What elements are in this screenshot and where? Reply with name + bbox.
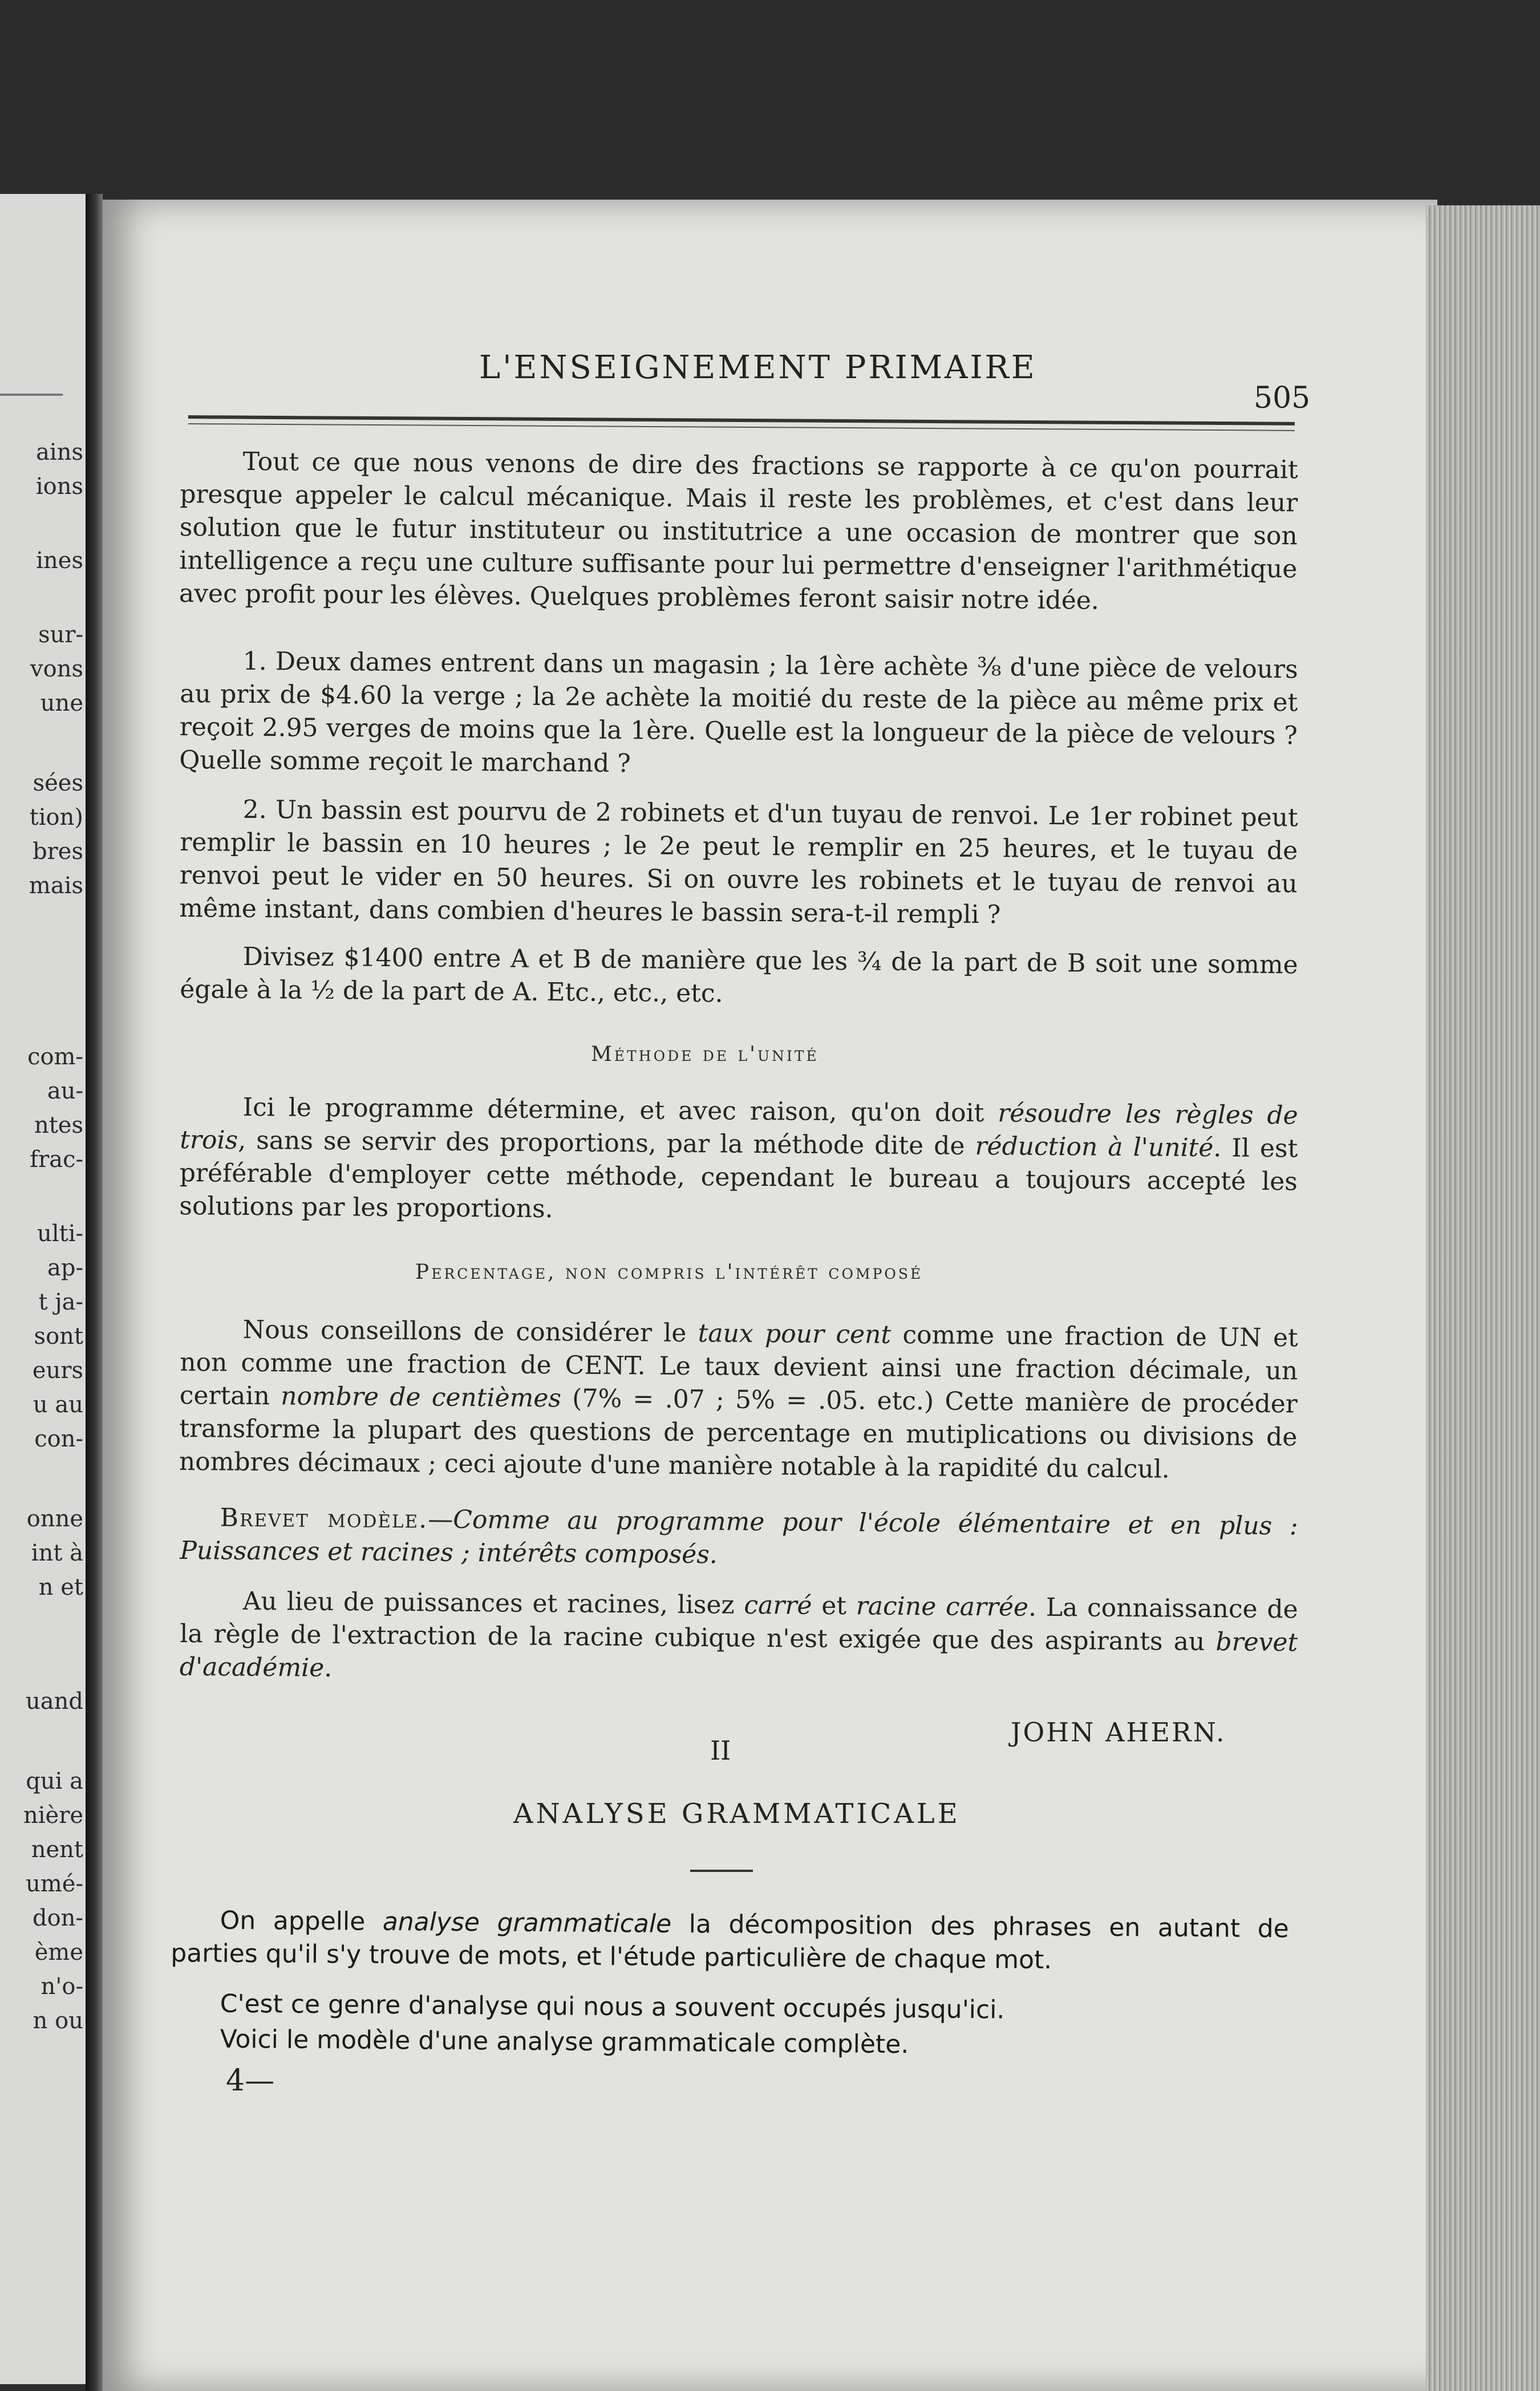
- facing-page-text-fragment: sées: [33, 770, 83, 796]
- page-number: 505: [1254, 381, 1311, 415]
- emphasis: résoudre les règles de trois: [180, 1099, 1298, 1155]
- facing-page-text-fragment: ème: [34, 1939, 83, 1966]
- text-run: comme une fraction de UN et non comme une fraction de CENT. Le taux devient ainsi une fraction décimale, un certain: [179, 1320, 1298, 1411]
- facing-page-text-fragment: eurs: [32, 1357, 83, 1384]
- paragraph-puissances: [180, 1584, 1298, 1692]
- facing-page-text-fragment: con-: [34, 1426, 83, 1452]
- facing-page-text-fragment: ntes: [34, 1112, 83, 1138]
- facing-page-text-fragment: ines: [36, 548, 83, 574]
- brevet-label: Brevet modèle.: [220, 1503, 428, 1534]
- facing-page-text-fragment: uand: [26, 1688, 83, 1715]
- text-run: (7% = .07 ; 5% = .05. etc.) Cette manière de procéder transforme la plupart des questions de percentage en mutiplications ou divisions de nombres décimaux ; ceci ajoute d'une manière notable à la rapidité du calcul.: [179, 1384, 1298, 1484]
- facing-page-text-fragment: sur-: [38, 622, 83, 648]
- text-run: , sans se servir des proportions, par la méthode dite de: [237, 1125, 975, 1161]
- book-gutter: [86, 194, 103, 2391]
- facing-page-text-fragment: qui a: [26, 1768, 83, 1794]
- facing-page-text-fragment: ions: [35, 473, 83, 500]
- facing-page-text-fragment: umé-: [26, 1871, 83, 1897]
- facing-page-text-fragment: au-: [47, 1078, 83, 1104]
- text-run: C'est ce genre d'analyse qui nous a souvent occupés jusqu'ici.: [220, 1989, 1005, 2025]
- paragraph-analyse: [171, 1904, 1289, 1979]
- text-run: Voici le modèle d'une analyse grammaticale complète.: [220, 2024, 909, 2060]
- paragraph-text: 2. Un bassin est pourvu de 2 robinets et d'un tuyau de renvoi. Le 1er robinet peut remplir le bassin en 10 heures ; le 2e peut le remplir en 25 heures, et le tuyau de renvoi peut le vider en 50 heures. Si on ouvre les robinets et le tuyau de renvoi au même instant, dans combien d'heures le bassin sera-t-il rempli ?: [179, 795, 1298, 930]
- problem-1: [179, 645, 1298, 785]
- printer-signature-mark: 4—: [226, 2064, 275, 2098]
- text-run: la décomposition des phrases en autant de parties qu'il s'y trouve de mots, et l'étude particulière de chaque mot.: [171, 1909, 1289, 1975]
- emphasis: racine carrée: [856, 1591, 1029, 1622]
- facing-page-text-fragment: com-: [27, 1044, 83, 1070]
- facing-page-text-fragment: ulti-: [37, 1221, 83, 1247]
- section-divider: [690, 1870, 753, 1872]
- facing-page-text-fragment: tion): [29, 804, 83, 830]
- facing-page-text-fragment: une: [40, 690, 83, 716]
- paragraph-intro: [179, 445, 1298, 619]
- emphasis: —Comme au programme pour l'école élémentaire et en plus : Puissances et racines ; intérêts composés.: [180, 1505, 1298, 1570]
- paragraph-percentage: [179, 1313, 1298, 1487]
- problem-2: [179, 793, 1298, 934]
- text-run: .: [324, 1653, 333, 1683]
- paragraph-text: Divisez $1400 entre A et B de manière que les ¾ de la part de B soit une somme égale à la ½ de la part de A. Etc., etc., etc.: [180, 942, 1298, 1008]
- facing-page-fragment: [0, 194, 86, 2384]
- facing-page-text-fragment: u au: [33, 1392, 83, 1418]
- section-title: ANALYSE GRAMMATICALE: [513, 1798, 961, 1830]
- text-run: . Il est préférable d'employer cette méthode, cependant le bureau a toujours accepté les solutions par les proportions.: [179, 1133, 1298, 1224]
- facing-page-text-fragment: ap-: [47, 1255, 83, 1281]
- facing-page-text-fragment: mais: [29, 873, 83, 899]
- problem-3: [180, 940, 1298, 1015]
- paragraph-text: 1. Deux dames entrent dans un magasin ; la 1ère achète ⅜ d'une pièce de velours au prix de $4.60 la verge ; la 2e achète la moitié du reste de la pièce au même prix et reçoit 2.95 verges de moins que la 1ère. Quelle est la longueur de la pièce de velours ? Quelle somme reçoit le marchand ?: [179, 646, 1298, 779]
- facing-page-text-fragment: ains: [36, 439, 83, 465]
- facing-page-text-fragment: nent: [31, 1837, 83, 1863]
- paragraph-methode: [179, 1091, 1298, 1231]
- emphasis: réduction à l'unité: [975, 1131, 1214, 1163]
- emphasis: carré: [744, 1590, 812, 1620]
- facing-page-text-fragment: frac-: [30, 1146, 83, 1173]
- heading-methode: Méthode de l'unité: [591, 1043, 819, 1066]
- text-run: . La connaissance de la règle de l'extraction de la racine cubique n'est exigée que des aspirants au: [180, 1592, 1298, 1657]
- section-numeral: II: [710, 1735, 731, 1766]
- facing-page-text-fragment: onne: [26, 1506, 83, 1532]
- emphasis: nombre de centièmes: [281, 1381, 562, 1413]
- emphasis: taux pour cent: [698, 1319, 891, 1350]
- text-run: Nous conseillons de considérer le: [242, 1315, 698, 1348]
- emphasis: analyse grammaticale: [382, 1907, 672, 1939]
- author-signature: JOHN AHERN.: [1011, 1717, 1226, 1748]
- paragraph-brevet: [180, 1501, 1298, 1576]
- emphasis: brevet d'académie: [179, 1627, 1298, 1683]
- text-run: On appelle: [220, 1906, 383, 1936]
- facing-page-rule: [0, 394, 63, 396]
- facing-page-text-fragment: bres: [33, 838, 83, 865]
- page-stack-edge: [1426, 205, 1540, 2391]
- text-run: et: [812, 1591, 857, 1621]
- facing-page-text-fragment: n et: [38, 1574, 83, 1600]
- facing-page-text-fragment: nière: [23, 1802, 83, 1829]
- facing-page-text-fragment: sont: [34, 1323, 83, 1350]
- facing-page-text-fragment: don-: [33, 1905, 83, 1931]
- facing-page-text-fragment: n ou: [33, 2008, 83, 2034]
- text-run: Au lieu de puissances et racines, lisez: [242, 1586, 744, 1620]
- facing-page-text-fragment: int à: [31, 1540, 83, 1566]
- facing-page-text-fragment: n'o-: [40, 1973, 83, 2000]
- heading-percentage: Percentage, non compris l'intérêt composé: [415, 1261, 923, 1284]
- facing-page-text-fragment: vons: [30, 656, 83, 682]
- text-run: Ici le programme détermine, et avec raison, qu'on doit: [242, 1092, 998, 1128]
- running-header: L'ENSEIGNEMENT PRIMAIRE: [479, 349, 1037, 386]
- paragraph-text: Tout ce que nous venons de dire des fractions se rapporte à ce qu'on pourrait presque appeler le calcul mécanique. Mais il reste les problèmes, et c'est dans leur solution que le futur instituteur ou institutrice a une occasion de montrer que son intelligence a reçu une culture suffisante pour lui permettre d'enseigner l'arithmétique avec profit pour les élèves. Quelques problèmes feront saisir notre idée.: [179, 447, 1298, 615]
- facing-page-text-fragment: t ja-: [38, 1289, 83, 1315]
